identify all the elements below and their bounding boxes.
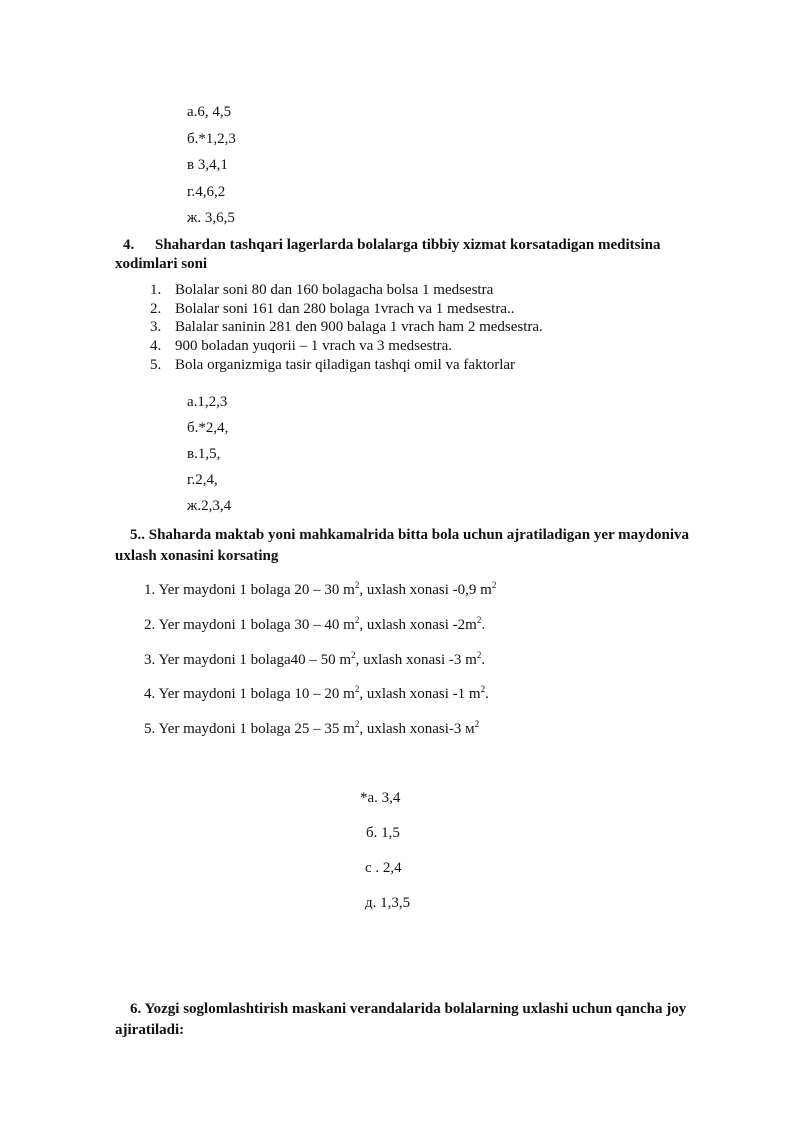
q5-title-line2: uxlash xonasini korsating bbox=[115, 548, 279, 564]
q5-item-4-text: 4. Yer maydoni 1 bolaga 10 – 20 m bbox=[144, 686, 355, 702]
q4-item-4-text: 900 boladan yuqorii – 1 vrach va 3 medsestra. bbox=[175, 338, 453, 354]
q5-title-line1: 5.. Shaharda maktab yoni mahkamalrida bitta bola uchun ajratiladigan yer maydoniva bbox=[130, 527, 689, 543]
q4-item-1-text: Bolalar soni 80 dan 160 bolagacha bolsa 1 medsestra bbox=[175, 282, 494, 298]
q5-item-2 bbox=[144, 617, 485, 634]
q3-option-g: г.4,6,2 bbox=[187, 184, 226, 200]
q4-item-2 bbox=[150, 301, 515, 318]
q4-item-1 bbox=[150, 282, 493, 299]
q5-item-1-sup2: 2 bbox=[491, 580, 497, 590]
q4-item-4-number: 4. bbox=[150, 338, 162, 354]
q5-item-3-mid: , uxlash xonasi -3 m bbox=[355, 652, 477, 668]
q5-item-1-text: 1. Yer maydoni 1 bolaga 20 – 30 m bbox=[144, 582, 355, 598]
q4-item-4 bbox=[150, 338, 452, 355]
q5-item-5-sup2: 2 bbox=[474, 719, 480, 729]
q4-option-b: б.*2,4, bbox=[187, 420, 229, 436]
q4-item-2-number: 2. bbox=[150, 301, 162, 317]
q3-option-zh: ж. 3,6,5 bbox=[187, 210, 235, 226]
q5-item-5-sup1: 2 bbox=[354, 719, 360, 729]
q5-item-5 bbox=[144, 721, 479, 738]
q5-item-1 bbox=[144, 582, 496, 599]
q5-item-2-sup1: 2 bbox=[354, 615, 360, 625]
q5-item-2-text: 2. Yer maydoni 1 bolaga 30 – 40 m bbox=[144, 617, 355, 633]
q5-answer-a: *а. 3,4 bbox=[360, 790, 401, 806]
q4-item-2-text: Bolalar soni 161 dan 280 bolaga 1vrach va 1 medsestra.. bbox=[175, 301, 515, 317]
q6-title-line1: 6. Yozgi soglomlashtirish maskani verandalarida bolalarning uxlashi uchun qancha joy bbox=[130, 1001, 687, 1017]
q4-item-3 bbox=[150, 319, 543, 336]
q4-option-v: в.1,5, bbox=[187, 446, 221, 462]
q4-item-5-text: Bola organizmiga tasir qiladigan tashqi omil va faktorlar bbox=[175, 357, 516, 373]
q5-item-5-text: 5. Yer maydoni 1 bolaga 25 – 35 m bbox=[144, 721, 355, 737]
q5-item-4-sup1: 2 bbox=[354, 684, 360, 694]
q4-option-a: а.1,2,3 bbox=[187, 394, 228, 410]
q5-answer-s: с . 2,4 bbox=[365, 860, 402, 876]
q5-item-3-text: 3. Yer maydoni 1 bolaga40 – 50 m bbox=[144, 652, 352, 668]
q5-item-4-end: . bbox=[485, 686, 489, 702]
q4-number: 4. bbox=[123, 237, 135, 253]
q5-item-3-end: . bbox=[481, 652, 486, 668]
q5-item-3 bbox=[144, 652, 485, 669]
q4-item-1-number: 1. bbox=[150, 282, 162, 298]
q4-item-3-text: Balalar saninin 281 den 900 balaga 1 vrach ham 2 medsestra. bbox=[175, 319, 543, 335]
q4-item-5-number: 5. bbox=[150, 357, 162, 373]
q5-item-5-mid: , uxlash xonasi-3 м bbox=[359, 721, 475, 737]
q4-item-3-number: 3. bbox=[150, 319, 162, 335]
q4-title-line2: xodimlari soni bbox=[115, 256, 208, 272]
q5-item-4-mid: , uxlash xonasi -1 m bbox=[359, 686, 481, 702]
q5-item-4-sup2: 2 bbox=[480, 684, 486, 694]
q4-title-line1: Shahardan tashqari lagerlarda bolalarga tibbiy xizmat korsatadigan meditsina bbox=[155, 237, 661, 253]
q4-option-g: г.2,4, bbox=[187, 472, 218, 488]
q3-option-a: а.6, 4,5 bbox=[187, 104, 232, 120]
q6-title-line2: ajiratiladi: bbox=[115, 1022, 185, 1038]
q5-answer-d: д. 1,3,5 bbox=[365, 895, 411, 911]
q4-option-zh: ж.2,3,4 bbox=[187, 498, 232, 514]
q5-item-2-sup2: 2 bbox=[476, 615, 482, 625]
q4-item-5 bbox=[150, 357, 515, 374]
q5-item-4 bbox=[144, 686, 489, 703]
q5-answer-b: б. 1,5 bbox=[366, 825, 400, 841]
q5-item-3-sup2: 2 bbox=[476, 650, 482, 660]
q3-option-b: б.*1,2,3 bbox=[187, 131, 236, 147]
q3-option-v: в 3,4,1 bbox=[187, 157, 228, 173]
q5-item-1-sup1: 2 bbox=[354, 580, 360, 590]
q5-item-3-sup1: 2 bbox=[351, 650, 356, 660]
q5-item-2-end: . bbox=[481, 617, 486, 633]
q5-item-2-mid: , uxlash xonasi -2m bbox=[359, 617, 477, 633]
q5-item-1-mid: , uxlash xonasi -0,9 m bbox=[359, 582, 492, 598]
